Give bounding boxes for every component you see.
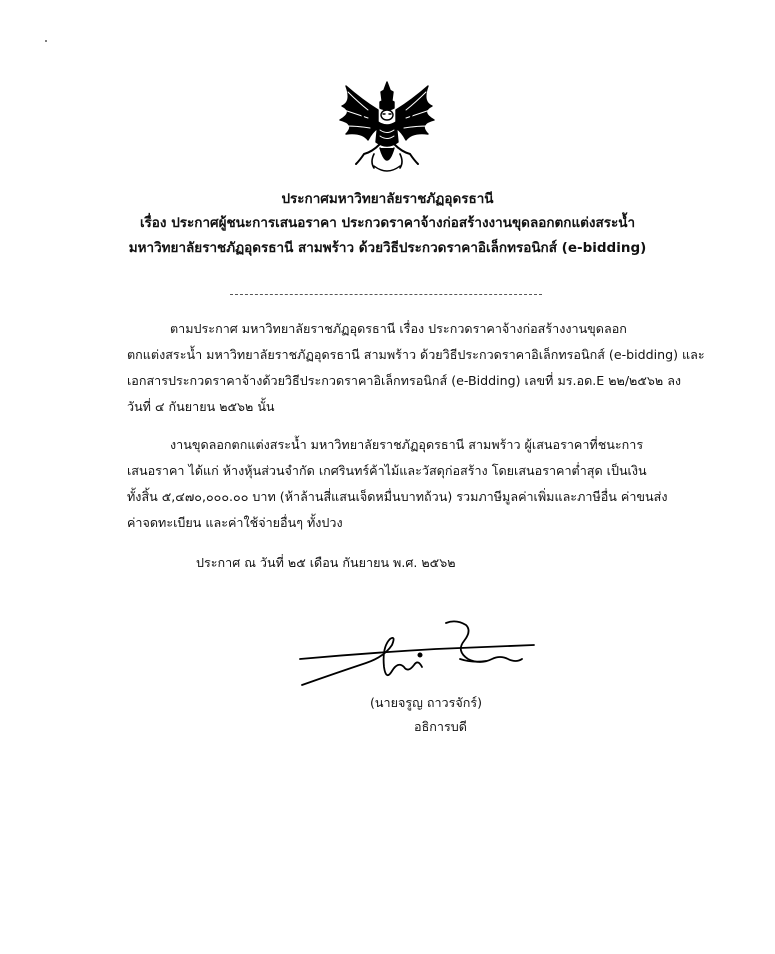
- handwritten-signature: [296, 615, 536, 695]
- paragraph-2-line-1: งานขุดลอกตกแต่งสระน้ำ มหาวิทยาลัยราชภัฏอุดรธานี สามพร้าว ผู้เสนอราคาที่ชนะการ: [170, 437, 644, 452]
- paragraph-2-line-4: ค่าจดทะเบียน และค่าใช้จ่ายอื่นๆ ทั้งปวง: [127, 515, 343, 530]
- paragraph-2-line-3: ทั้งสิ้น ๕,๔๗๐,๐๐๐.๐๐ บาท (ห้าล้านสี่แสนเจ็ดหมื่นบาทถ้วน) รวมภาษีมูลค่าเพิ่มและภาษีอื่น ค่าขนส่ง: [127, 489, 668, 504]
- paragraph-2-line-2: เสนอราคา ได้แก่ ห้างหุ้นส่วนจำกัด เกศรินทร์ค้าไม้และวัสดุก่อสร้าง โดยเสนอราคาต่ำสุด เป็นเงิน: [127, 463, 647, 478]
- announcement-date: ประกาศ ณ วันที่ ๒๕ เดือน กันยายน พ.ศ. ๒๕๖๒: [196, 555, 456, 570]
- announcement-title: ประกาศมหาวิทยาลัยราชภัฏอุดรธานี: [281, 191, 494, 207]
- paragraph-1-line-1: ตามประกาศ มหาวิทยาลัยราชภัฏอุดรธานี เรื่อง ประกวดราคาจ้างก่อสร้างงานขุดลอก: [170, 321, 627, 336]
- paragraph-1-line-4: วันที่ ๔ กันยายน ๒๕๖๒ นั้น: [127, 399, 275, 414]
- signer-title: อธิการบดี: [414, 719, 467, 734]
- signer-name: (นายจรูญ ถาวรจักร์): [370, 695, 483, 710]
- paragraph-1-line-2: ตกแต่งสระน้ำ มหาวิทยาลัยราชภัฏอุดรธานี สามพร้าว ด้วยวิธีประกวดราคาอิเล็กทรอนิกส์ (e-bidding) และ: [127, 347, 705, 362]
- dashed-divider: [230, 294, 542, 295]
- announcement-subject-cont: มหาวิทยาลัยราชภัฏอุดรธานี สามพร้าว ด้วยวิธีประกวดราคาอิเล็กทรอนิกส์ (e-bidding): [128, 240, 647, 256]
- scan-speck: [45, 40, 47, 42]
- paragraph-1-line-3: เอกสารประกวดราคาจ้างด้วยวิธีประกวดราคาอิเล็กทรอนิกส์ (e-Bidding) เลขที่ มร.อด.E ๒๒/๒๕๖๒ ลง: [127, 373, 682, 388]
- garuda-emblem-icon: [334, 80, 440, 176]
- announcement-subject: เรื่อง ประกาศผู้ชนะการเสนอราคา ประกวดราคาจ้างก่อสร้างงานขุดลอกตกแต่งสระน้ำ: [139, 215, 636, 231]
